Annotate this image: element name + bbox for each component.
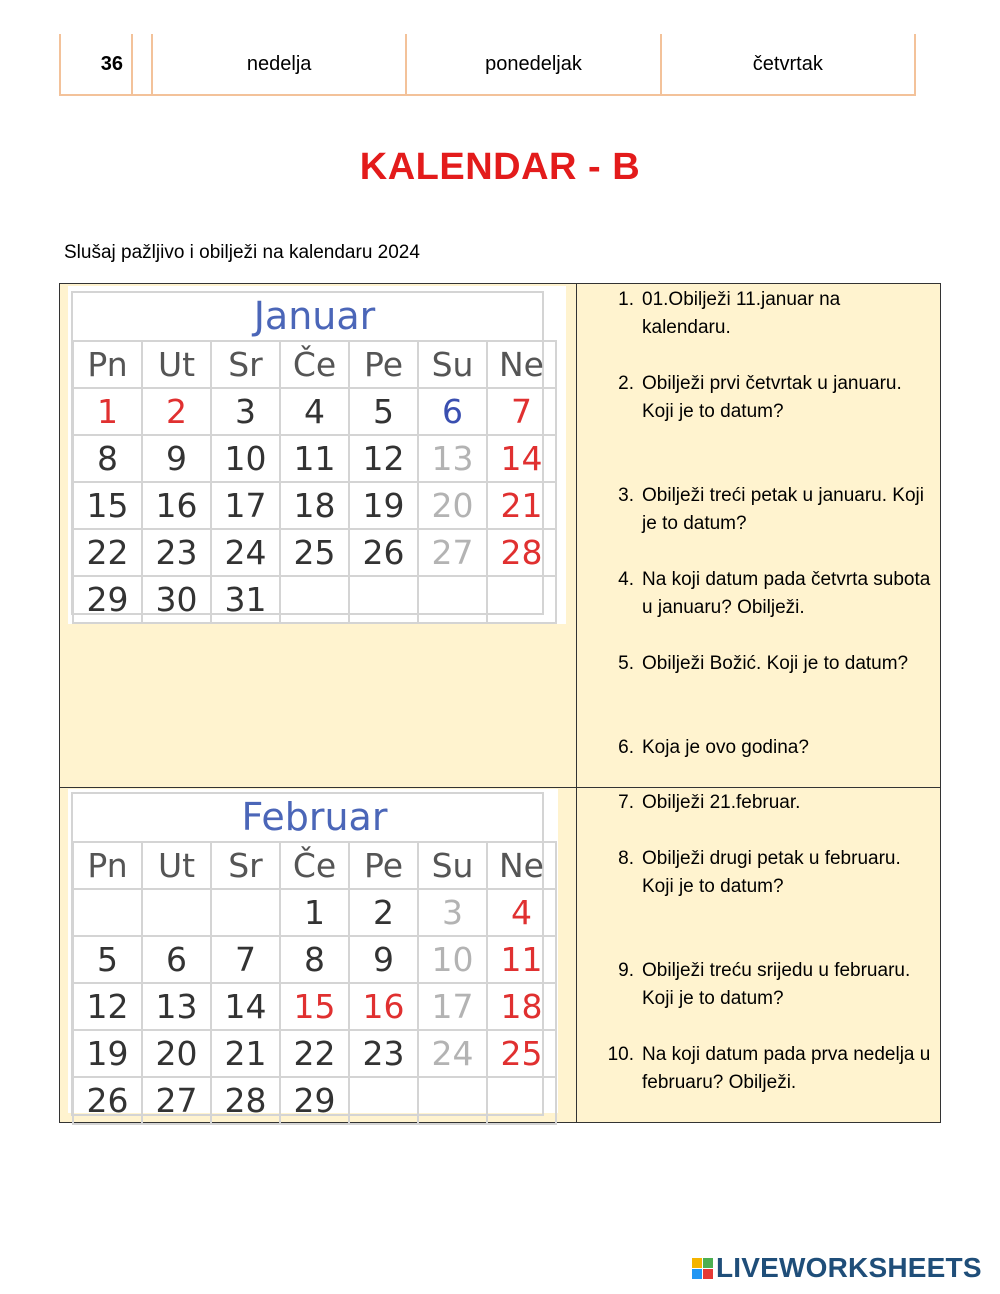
- day-cell[interactable]: 26: [73, 1077, 142, 1124]
- question-number: 2.: [618, 373, 634, 394]
- weekday-header: Sr: [211, 842, 280, 889]
- month-name: Januar: [253, 294, 376, 338]
- day-cell[interactable]: 10: [211, 435, 280, 482]
- header-day-2: ponedeljak: [407, 34, 661, 94]
- day-cell[interactable]: 3: [211, 388, 280, 435]
- question-text: Obilježi treći petak u januaru. Koji je to datum?: [642, 485, 924, 534]
- day-cell[interactable]: [418, 1077, 487, 1124]
- day-cell[interactable]: 21: [487, 482, 556, 529]
- question-item: [598, 789, 932, 817]
- question-item: [598, 566, 932, 622]
- day-cell[interactable]: 11: [487, 936, 556, 983]
- instructions: Slušaj pažljivo i obilježi na kalendaru 2024: [64, 242, 420, 263]
- day-cell[interactable]: 12: [73, 983, 142, 1030]
- day-cell[interactable]: [487, 576, 556, 623]
- question-item: [598, 1041, 932, 1097]
- weekday-header: Ne: [487, 842, 556, 889]
- day-cell[interactable]: 8: [280, 936, 349, 983]
- header-day-3: četvrtak: [752, 52, 823, 75]
- liveworksheets-logo: [692, 1252, 982, 1284]
- day-cell[interactable]: 24: [418, 1030, 487, 1077]
- day-cell[interactable]: [487, 1077, 556, 1124]
- question-item: [598, 957, 932, 1013]
- day-cell[interactable]: 26: [349, 529, 418, 576]
- day-cell[interactable]: 19: [349, 482, 418, 529]
- question-item: [598, 650, 932, 678]
- weekday-header: Pe: [349, 842, 418, 889]
- day-cell[interactable]: 15: [73, 482, 142, 529]
- day-cell[interactable]: 16: [142, 482, 211, 529]
- question-number: 9.: [618, 960, 634, 981]
- lesson-number: 36: [61, 34, 133, 94]
- day-cell[interactable]: 27: [142, 1077, 211, 1124]
- day-cell[interactable]: 31: [211, 576, 280, 623]
- question-text: Obilježi prvi četvrtak u januaru. Koji je to datum?: [642, 373, 902, 422]
- day-cell[interactable]: 21: [211, 1030, 280, 1077]
- day-cell[interactable]: 22: [73, 529, 142, 576]
- question-item: [598, 734, 932, 762]
- day-cell[interactable]: 2: [349, 889, 418, 936]
- day-cell[interactable]: 11: [280, 435, 349, 482]
- day-cell[interactable]: 14: [487, 435, 556, 482]
- day-cell[interactable]: 29: [73, 576, 142, 623]
- day-cell[interactable]: 5: [73, 936, 142, 983]
- day-cell[interactable]: 30: [142, 576, 211, 623]
- weekday-header: Pn: [73, 341, 142, 388]
- day-cell[interactable]: 20: [418, 482, 487, 529]
- question-text: 01.Obilježi 11.januar na kalendaru.: [642, 289, 841, 338]
- weekday-header: Če: [280, 842, 349, 889]
- day-cell[interactable]: 4: [280, 388, 349, 435]
- weekday-header: Su: [418, 341, 487, 388]
- question-number: 10.: [607, 1044, 634, 1065]
- day-cell[interactable]: 23: [349, 1030, 418, 1077]
- day-cell[interactable]: 20: [142, 1030, 211, 1077]
- day-cell[interactable]: 24: [211, 529, 280, 576]
- day-cell[interactable]: [73, 889, 142, 936]
- day-cell[interactable]: 19: [73, 1030, 142, 1077]
- day-cell[interactable]: 7: [211, 936, 280, 983]
- question-number: 8.: [618, 848, 634, 869]
- divider: [60, 787, 940, 788]
- page-title: KALENDAR - B: [359, 146, 641, 188]
- day-cell[interactable]: [211, 889, 280, 936]
- question-number: 1.: [618, 289, 634, 310]
- divider: [576, 284, 577, 1122]
- february-calendar[interactable]: [68, 789, 558, 1120]
- weekday-header: Sr: [211, 341, 280, 388]
- question-number: 5.: [618, 653, 634, 674]
- question-text: Obilježi treću srijedu u februaru. Koji je to datum?: [642, 960, 911, 1009]
- day-cell[interactable]: 4: [487, 889, 556, 936]
- day-cell[interactable]: 12: [349, 435, 418, 482]
- day-cell[interactable]: 23: [142, 529, 211, 576]
- day-cell[interactable]: 2: [142, 388, 211, 435]
- question-item: [598, 286, 932, 342]
- logo-blocks-icon: [692, 1258, 713, 1279]
- day-cell[interactable]: [418, 576, 487, 623]
- day-cell[interactable]: 6: [418, 388, 487, 435]
- day-cell[interactable]: 10: [418, 936, 487, 983]
- day-cell[interactable]: 7: [487, 388, 556, 435]
- day-cell[interactable]: 25: [280, 529, 349, 576]
- question-number: 3.: [618, 485, 634, 506]
- day-cell[interactable]: 28: [211, 1077, 280, 1124]
- question-number: 7.: [618, 792, 634, 813]
- day-cell[interactable]: 3: [418, 889, 487, 936]
- day-cell[interactable]: 17: [211, 482, 280, 529]
- day-cell[interactable]: 1: [280, 889, 349, 936]
- weekday-header: Su: [418, 842, 487, 889]
- weekday-header: Ut: [142, 341, 211, 388]
- day-cell[interactable]: 27: [418, 529, 487, 576]
- day-cell[interactable]: 1: [73, 388, 142, 435]
- weekday-header: Ne: [487, 341, 556, 388]
- day-cell[interactable]: [349, 1077, 418, 1124]
- day-cell[interactable]: 17: [418, 983, 487, 1030]
- weekday-header: Pn: [73, 842, 142, 889]
- day-cell[interactable]: 13: [418, 435, 487, 482]
- header-day-1: nedelja: [153, 34, 407, 94]
- weekday-header: Pe: [349, 341, 418, 388]
- question-item: [598, 845, 932, 901]
- weekday-header: Če: [280, 341, 349, 388]
- question-text: Obilježi Božić. Koji je to datum?: [642, 653, 909, 674]
- january-calendar[interactable]: [68, 286, 566, 624]
- day-cell[interactable]: 29: [280, 1077, 349, 1124]
- month-name: Februar: [241, 795, 388, 839]
- day-cell[interactable]: [142, 889, 211, 936]
- day-cell[interactable]: 9: [349, 936, 418, 983]
- day-cell[interactable]: [349, 576, 418, 623]
- weekday-header: Ut: [142, 842, 211, 889]
- day-cell[interactable]: 8: [73, 435, 142, 482]
- day-cell[interactable]: 5: [349, 388, 418, 435]
- day-cell[interactable]: 15: [280, 983, 349, 1030]
- day-cell[interactable]: 13: [142, 983, 211, 1030]
- day-cell[interactable]: [280, 576, 349, 623]
- worksheet-table: [59, 283, 941, 1123]
- question-text: Na koji datum pada prva nedelja u februaru? Obilježi.: [642, 1044, 931, 1093]
- question-text: Obilježi drugi petak u februaru. Koji je to datum?: [642, 848, 901, 897]
- schedule-header: [59, 34, 916, 96]
- question-item: [598, 482, 932, 538]
- day-cell[interactable]: 14: [211, 983, 280, 1030]
- header-spacer: [133, 34, 153, 94]
- question-number: 4.: [618, 569, 634, 590]
- question-number: 6.: [618, 737, 634, 758]
- day-cell[interactable]: 25: [487, 1030, 556, 1077]
- day-cell[interactable]: 22: [280, 1030, 349, 1077]
- logo-text: LIVEWORKSHEETS: [716, 1252, 982, 1283]
- day-cell[interactable]: 18: [487, 983, 556, 1030]
- question-item: [598, 370, 932, 426]
- day-cell[interactable]: 9: [142, 435, 211, 482]
- day-cell[interactable]: 16: [349, 983, 418, 1030]
- question-text: Koja je ovo godina?: [642, 737, 809, 758]
- question-text: Na koji datum pada četvrta subota u januaru? Obilježi.: [642, 569, 931, 618]
- question-text: Obilježi 21.februar.: [642, 792, 801, 813]
- day-cell[interactable]: 18: [280, 482, 349, 529]
- day-cell[interactable]: 28: [487, 529, 556, 576]
- day-cell[interactable]: 6: [142, 936, 211, 983]
